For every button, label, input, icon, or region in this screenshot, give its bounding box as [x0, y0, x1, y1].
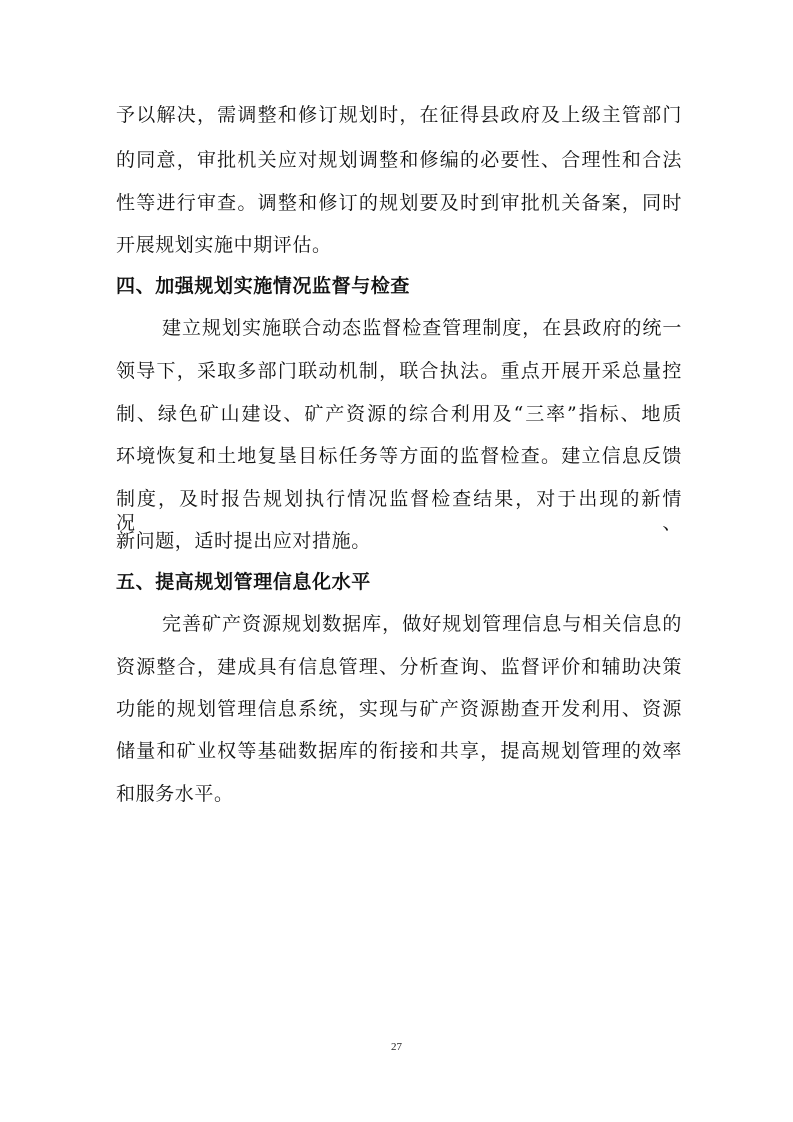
body-text-line: 新问题，适时提出应对措施。: [116, 530, 371, 552]
body-text-line: 环境恢复和土地复垦目标任务等方面的监督检查。建立信息反馈: [116, 445, 682, 467]
body-text-line: 制度，及时报告规划执行情况监督检查结果，对于出现的新情况、: [116, 488, 682, 534]
body-text-line: 的同意，审批机关应对规划调整和修编的必要性、合理性和合法: [116, 149, 682, 171]
body-text-line: 开展规划实施中期评估。: [116, 234, 332, 256]
body-text-line: 功能的规划管理信息系统，实现与矿产资源勘查开发利用、资源: [116, 698, 682, 720]
body-text-line: 完善矿产资源规划数据库，做好规划管理信息与相关信息的: [162, 613, 682, 635]
body-text-line: 领导下，采取多部门联动机制，联合执法。重点开展开采总量控: [116, 360, 682, 382]
body-text-line: 储量和矿业权等基础数据库的衔接和共享，提高规划管理的效率: [116, 740, 682, 762]
section-heading: 五、提高规划管理信息化水平: [116, 571, 371, 593]
body-text-line: 和服务水平。: [116, 783, 234, 805]
body-text-line: 予以解决，需调整和修订规划时，在征得县政府及上级主管部门: [116, 104, 682, 126]
body-text-line: 资源整合，建成具有信息管理、分析查询、监督评价和辅助决策: [116, 656, 682, 678]
section-heading: 四、加强规划实施情况监督与检查: [116, 275, 411, 297]
body-text-line: 性等进行审查。调整和修订的规划要及时到审批机关备案，同时: [116, 192, 682, 214]
body-text-line: 制、绿色矿山建设、矿产资源的综合利用及“三率”指标、地质: [116, 403, 682, 425]
page-number: 27: [391, 1041, 402, 1053]
body-text-line: 建立规划实施联合动态监督检查管理制度，在县政府的统一: [162, 317, 682, 339]
